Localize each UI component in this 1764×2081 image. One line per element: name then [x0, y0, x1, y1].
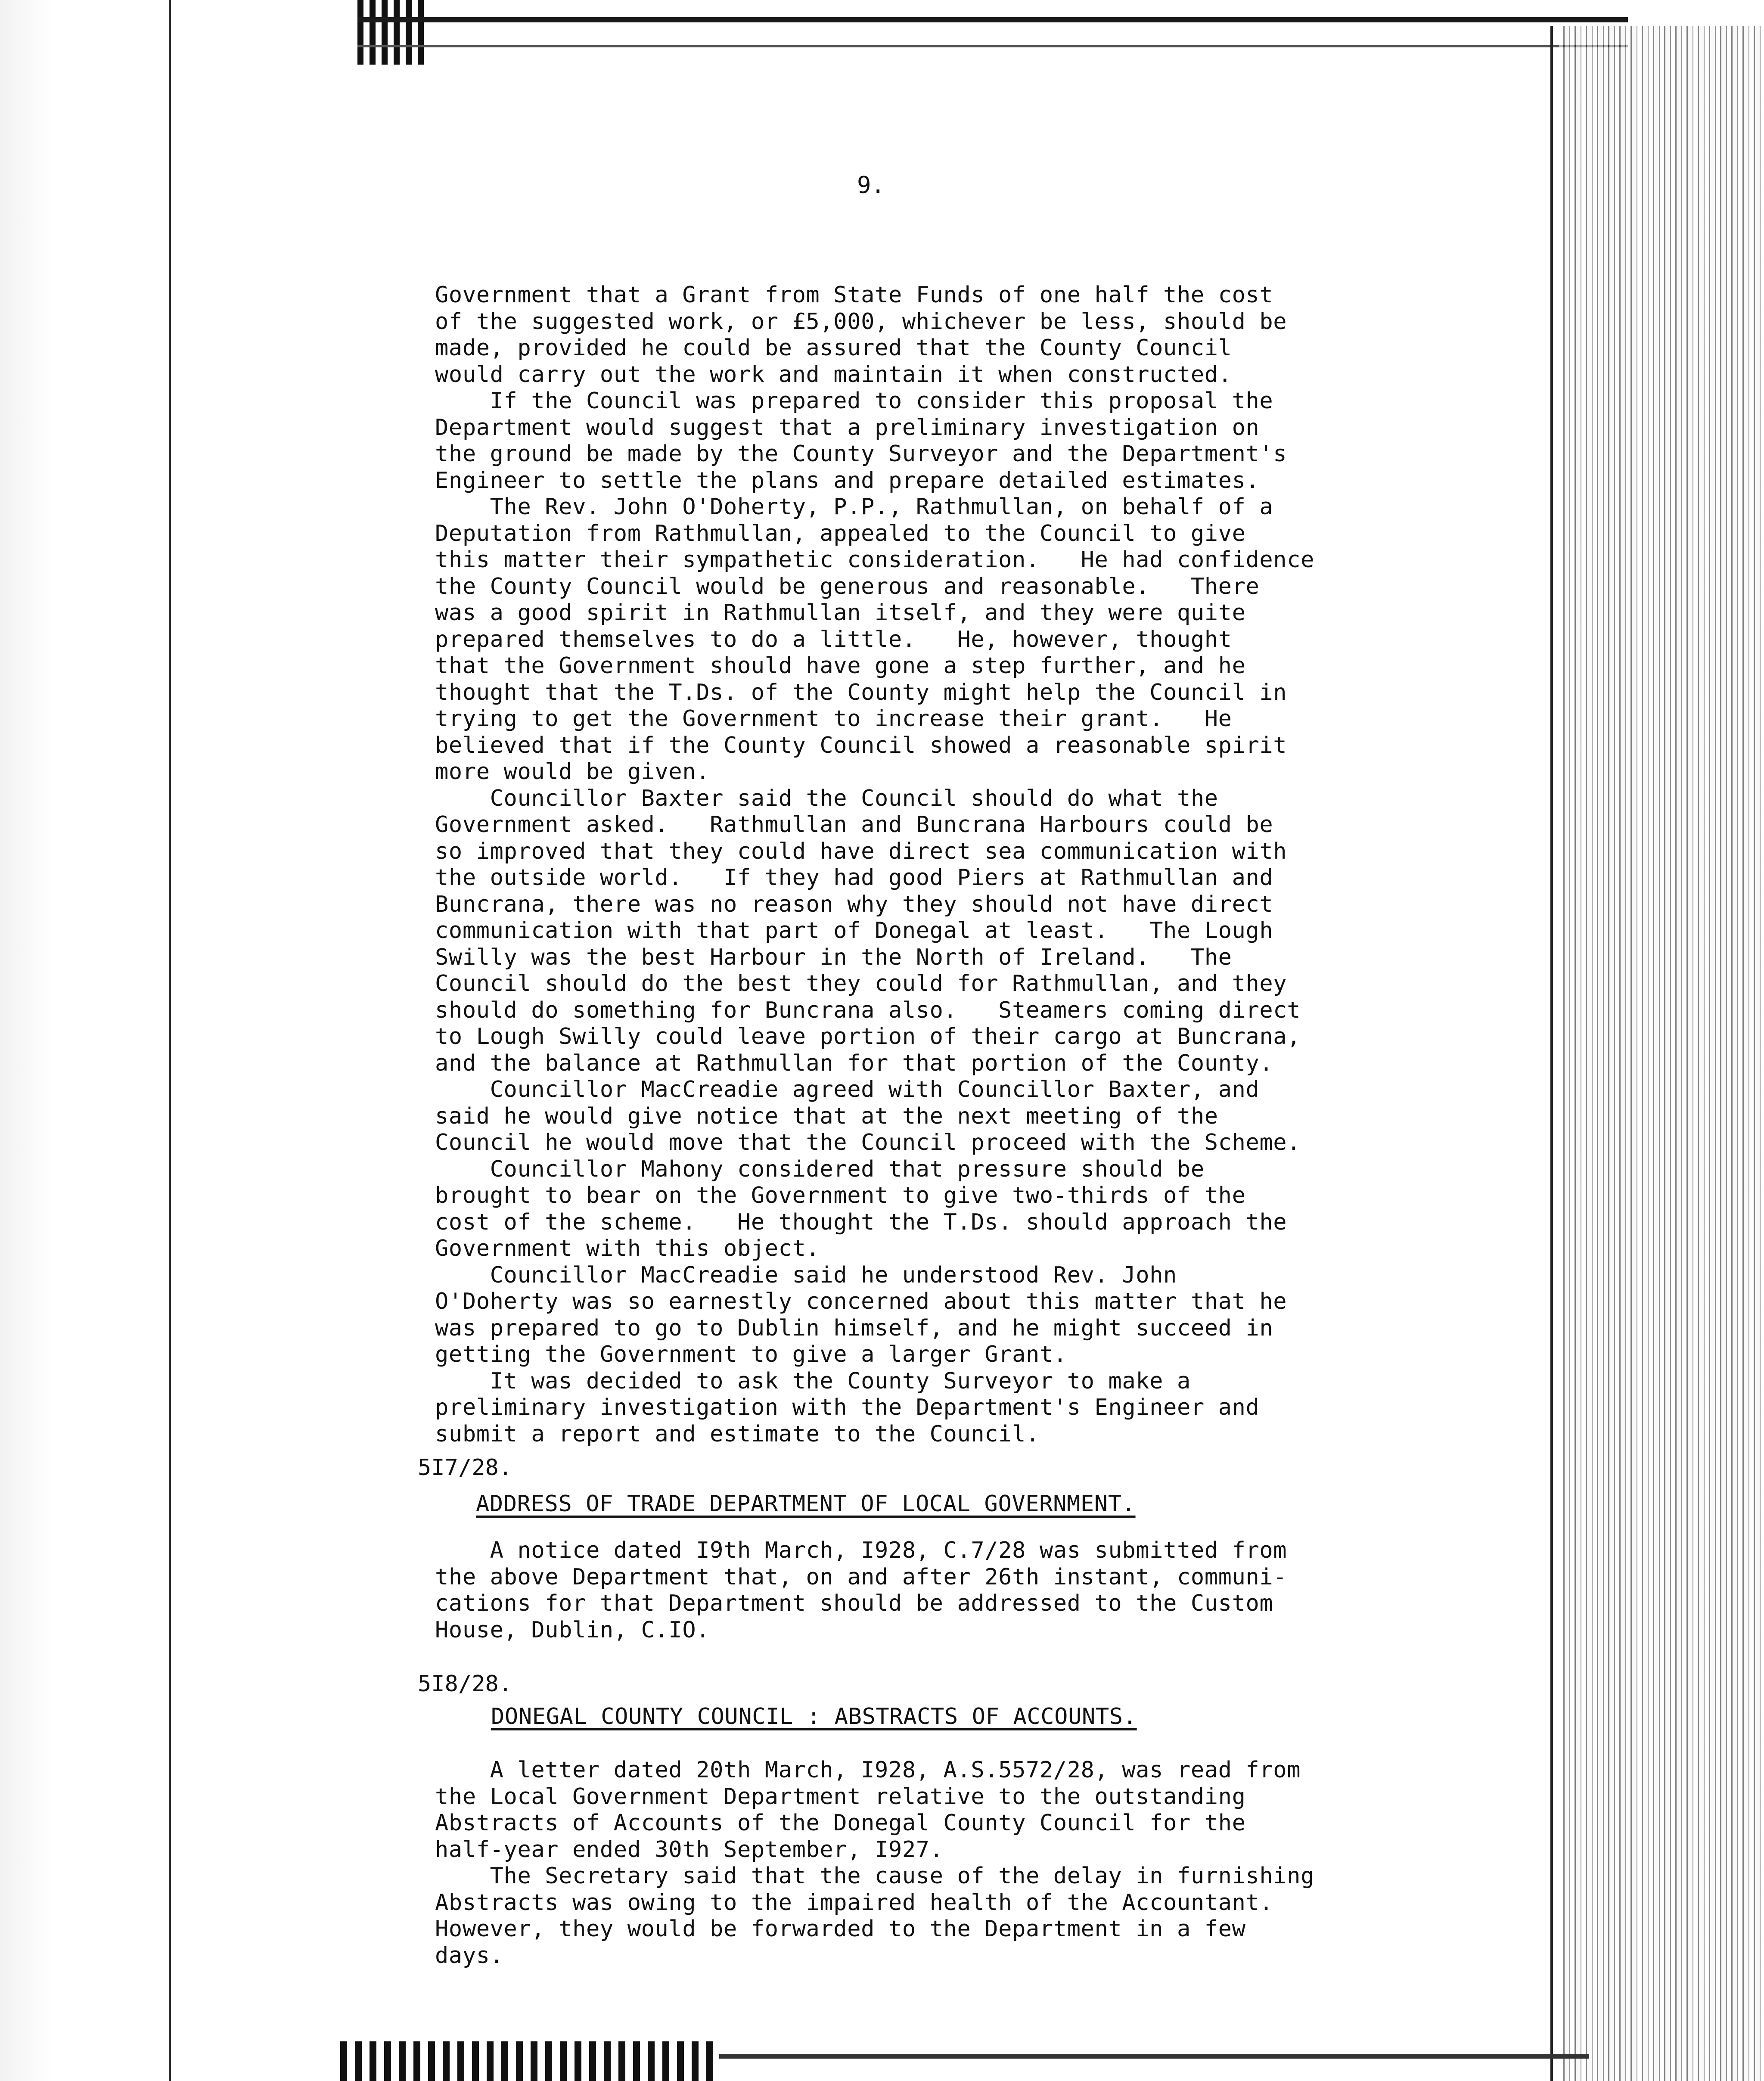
text-line: A notice dated I9th March, I928, C.7/28 was submitted from [435, 1537, 1287, 1563]
scan-rule-top [357, 45, 1628, 47]
text-line: The Rev. John O'Doherty, P.P., Rathmullan, on behalf of a [435, 494, 1273, 520]
section-517-heading: ADDRESS OF TRADE DEPARTMENT OF LOCAL GOVERNMENT. [476, 1491, 1136, 1517]
text-line: Government that a Grant from State Funds of one half the cost [435, 282, 1273, 308]
text-line: Councillor MacCreadie agreed with Councillor Baxter, and [435, 1077, 1260, 1103]
text-line: Councillor Baxter said the Council should do what the [435, 785, 1218, 811]
text-line: the above Department that, on and after 26th instant, communi- [435, 1564, 1287, 1590]
text-line: Abstracts was owing to the impaired health of the Accountant. [435, 1889, 1273, 1916]
binding-rule [169, 0, 171, 2081]
text-line: said he would give notice that at the next meeting of the [435, 1103, 1218, 1129]
text-line: O'Doherty was so earnestly concerned about this matter that he [435, 1289, 1287, 1314]
text-line: the Local Government Department relative to the outstanding [435, 1783, 1246, 1810]
minutes-paragraph-main [435, 282, 1438, 1447]
text-line: the ground be made by the County Surveyor and the Department's [435, 441, 1287, 467]
text-line: Buncrana, there was no reason why they should not have direct [435, 891, 1273, 917]
text-line: getting the Government to give a larger Grant. [435, 1342, 1067, 1367]
text-line: was prepared to go to Dublin himself, and he might succeed in [435, 1315, 1273, 1341]
text-line: preliminary investigation with the Department's Engineer and [435, 1395, 1260, 1420]
section-518-heading: DONEGAL COUNTY COUNCIL : ABSTRACTS OF ACCOUNTS. [491, 1704, 1137, 1730]
text-line: the County Council would be generous and reasonable. There [435, 573, 1260, 599]
text-line: The Secretary said that the cause of the delay in furnishing [435, 1863, 1315, 1889]
text-line: A letter dated 20th March, I928, A.S.5572/28, was read from [435, 1757, 1301, 1783]
text-line: Deputation from Rathmullan, appealed to the Council to give [435, 520, 1246, 547]
section-517-body [435, 1537, 1438, 1643]
section-517-number: 5I7/28. [418, 1455, 512, 1481]
text-line: Councillor MacCreadie said he understood Rev. John [435, 1262, 1177, 1288]
text-line: and the balance at Rathmullan for that portion of the County. [435, 1050, 1273, 1076]
text-line: so improved that they could have direct sea communication with [435, 838, 1287, 864]
text-line: made, provided he could be assured that the County Council [435, 335, 1232, 361]
page-number: 9. [857, 171, 885, 199]
text-line: If the Council was prepared to consider this proposal the [435, 388, 1273, 414]
text-line: brought to bear on the Government to give two-thirds of the [435, 1183, 1246, 1208]
text-line: to Lough Swilly could leave portion of their cargo at Buncrana, [435, 1024, 1301, 1050]
text-line: Swilly was the best Harbour in the North of Ireland. The [435, 944, 1232, 970]
text-line: the outside world. If they had good Piers at Rathmullan and [435, 865, 1273, 891]
text-line: submit a report and estimate to the Council. [435, 1421, 1040, 1447]
text-line: Government with this object. [435, 1236, 820, 1261]
text-line: should do something for Buncrana also. Steamers coming direct [435, 997, 1301, 1023]
text-line: Council should do the best they could for Rathmullan, and they [435, 971, 1287, 997]
text-line: prepared themselves to do a little. He, however, thought [435, 626, 1232, 652]
text-line: days. [435, 1942, 504, 1969]
text-line: of the suggested work, or £5,000, whichever be less, should be [435, 308, 1287, 335]
text-line: Council he would move that the Council proceed with the Scheme. [435, 1130, 1301, 1155]
text-line: believed that if the County Council showed a reasonable spirit [435, 732, 1287, 758]
text-line: House, Dublin, C.IO. [435, 1617, 710, 1643]
text-line: cost of the scheme. He thought the T.Ds. should approach the [435, 1209, 1287, 1235]
text-line: Government asked. Rathmullan and Buncrana Harbours could be [435, 812, 1273, 838]
text-line: this matter their sympathetic consideration. He had confidence [435, 547, 1315, 573]
text-line: communication with that part of Donegal at least. The Lough [435, 918, 1273, 944]
text-line: that the Government should have gone a step further, and he [435, 653, 1246, 679]
scan-clip-bottom [340, 2041, 719, 2081]
text-line: cations for that Department should be addressed to the Custom [435, 1590, 1273, 1616]
scan-clip-top [357, 0, 426, 65]
text-line: Abstracts of Accounts of the Donegal County Council for the [435, 1810, 1246, 1836]
binding-edge [0, 0, 90, 2081]
text-line: thought that the T.Ds. of the County might help the Council in [435, 679, 1287, 705]
text-line: However, they would be forwarded to the Department in a few [435, 1916, 1246, 1942]
section-518-body [435, 1757, 1438, 1969]
scan-bar-top [357, 17, 1628, 22]
text-line: trying to get the Government to increase their grant. He [435, 706, 1232, 732]
text-line: It was decided to ask the County Surveyor to make a [435, 1368, 1191, 1394]
text-line: would carry out the work and maintain it when constructed. [435, 361, 1232, 388]
page-stack-right [1559, 26, 1764, 2081]
section-518-number: 5I8/28. [418, 1671, 512, 1697]
text-line: Engineer to settle the plans and prepare detailed estimates. [435, 467, 1260, 494]
text-line: Councillor Mahony considered that pressure should be [435, 1156, 1205, 1182]
text-line: was a good spirit in Rathmullan itself, and they were quite [435, 600, 1246, 626]
text-line: half-year ended 30th September, I927. [435, 1836, 944, 1863]
text-line: more would be given. [435, 759, 710, 785]
page-edge-right [1550, 26, 1553, 2081]
text-line: Department would suggest that a preliminary investigation on [435, 414, 1260, 441]
